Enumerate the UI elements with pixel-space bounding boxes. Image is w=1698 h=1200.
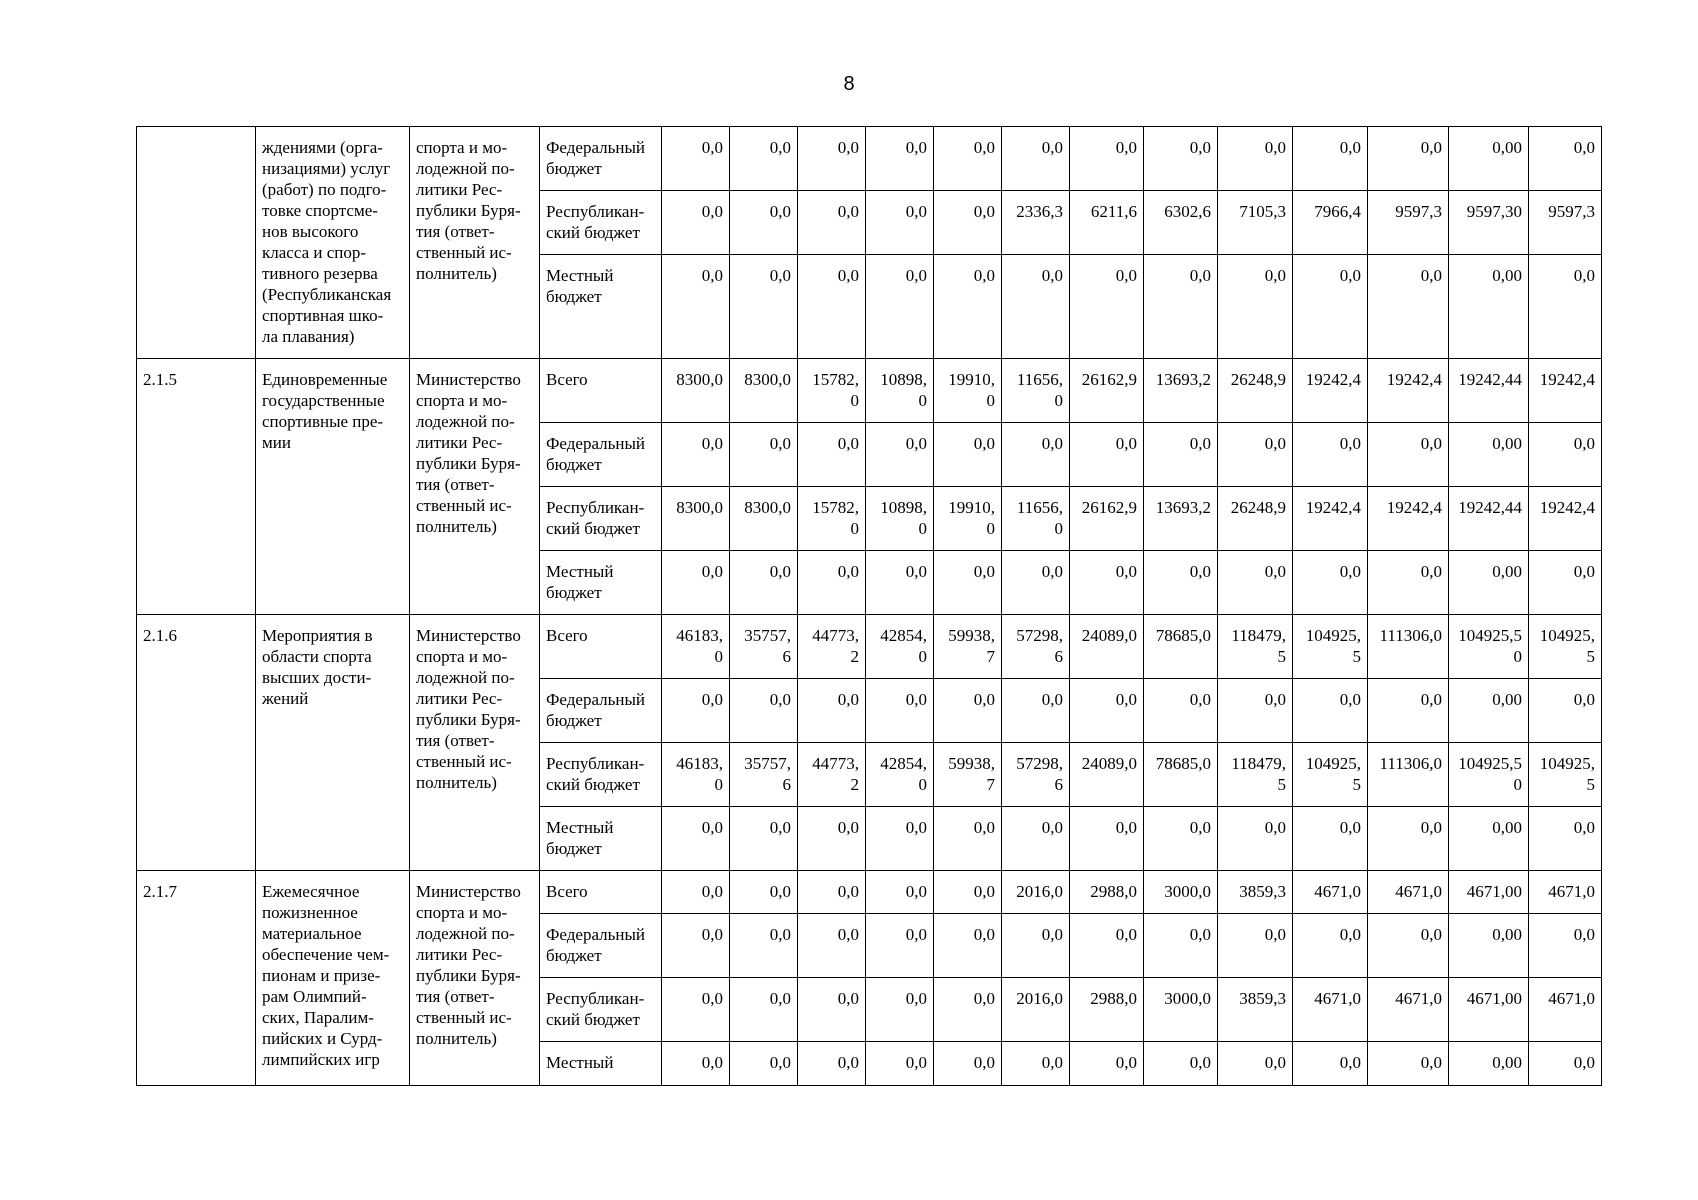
amount-cell: 3859,3 — [1218, 871, 1293, 914]
amount-cell: 26248,9 — [1218, 487, 1293, 551]
amount-cell: 0,0 — [730, 871, 798, 914]
amount-cell: 0,0 — [1070, 807, 1144, 871]
amount-cell: 0,0 — [866, 807, 934, 871]
amount-cell: 0,0 — [662, 255, 730, 359]
amount-cell: 46183, 0 — [662, 743, 730, 807]
amount-cell: 0,0 — [1368, 679, 1449, 743]
amount-cell: 8300,0 — [662, 359, 730, 423]
amount-cell: 0,0 — [934, 127, 1002, 191]
amount-cell: 42854, 0 — [866, 615, 934, 679]
amount-cell: 6302,6 — [1144, 191, 1218, 255]
amount-cell: 15782, 0 — [798, 359, 866, 423]
amount-cell: 4671,0 — [1293, 871, 1368, 914]
amount-cell: 19242,4 — [1529, 359, 1602, 423]
amount-cell: 8300,0 — [730, 359, 798, 423]
amount-cell: 0,0 — [934, 807, 1002, 871]
amount-cell: 0,0 — [934, 1042, 1002, 1086]
program-code — [137, 127, 256, 359]
funding-source: Местный бюджет — [540, 551, 662, 615]
amount-cell: 3859,3 — [1218, 978, 1293, 1042]
amount-cell: 2988,0 — [1070, 871, 1144, 914]
amount-cell: 0,0 — [730, 978, 798, 1042]
amount-cell: 0,0 — [798, 551, 866, 615]
amount-cell: 10898, 0 — [866, 487, 934, 551]
program-name: Единовременные государственные спортивные пре- мии — [256, 359, 410, 615]
amount-cell: 0,0 — [1293, 914, 1368, 978]
amount-cell: 0,0 — [1293, 551, 1368, 615]
amount-cell: 0,0 — [1218, 679, 1293, 743]
amount-cell: 42854, 0 — [866, 743, 934, 807]
amount-cell: 0,0 — [1529, 1042, 1602, 1086]
amount-cell: 4671,0 — [1368, 978, 1449, 1042]
program-code: 2.1.5 — [137, 359, 256, 615]
amount-cell: 104925,5 0 — [1449, 743, 1529, 807]
amount-cell: 46183, 0 — [662, 615, 730, 679]
amount-cell: 15782, 0 — [798, 487, 866, 551]
amount-cell: 0,0 — [730, 423, 798, 487]
amount-cell: 0,0 — [1529, 914, 1602, 978]
amount-cell: 0,0 — [866, 127, 934, 191]
amount-cell: 0,0 — [730, 255, 798, 359]
amount-cell: 0,0 — [730, 127, 798, 191]
responsible-executor: Министерство спорта и мо- лодежной по- литики Рес- публики Буря- тия (ответ- ственный ис- полнитель) — [410, 871, 540, 1086]
amount-cell: 0,0 — [1002, 551, 1070, 615]
amount-cell: 0,0 — [1293, 255, 1368, 359]
amount-cell: 0,0 — [1529, 679, 1602, 743]
amount-cell: 0,0 — [1002, 914, 1070, 978]
amount-cell: 0,0 — [1070, 1042, 1144, 1086]
table-row — [137, 127, 1602, 191]
program-name: Ежемесячное пожизненное материальное обеспечение чем- пионам и призе- рам Олимпий- ских, Паралим- пийских и Сурд- лимпийских игр — [256, 871, 410, 1086]
amount-cell: 26248,9 — [1218, 359, 1293, 423]
amount-cell: 19242,4 — [1368, 487, 1449, 551]
amount-cell: 0,0 — [866, 871, 934, 914]
amount-cell: 0,0 — [866, 423, 934, 487]
amount-cell: 0,0 — [1002, 255, 1070, 359]
amount-cell: 8300,0 — [730, 487, 798, 551]
amount-cell: 19242,4 — [1293, 487, 1368, 551]
amount-cell: 13693,2 — [1144, 359, 1218, 423]
amount-cell: 0,0 — [1070, 255, 1144, 359]
amount-cell: 0,0 — [798, 914, 866, 978]
amount-cell: 0,0 — [798, 127, 866, 191]
funding-source: Республикан- ский бюджет — [540, 978, 662, 1042]
amount-cell: 4671,0 — [1293, 978, 1368, 1042]
amount-cell: 0,0 — [730, 679, 798, 743]
amount-cell: 0,0 — [662, 679, 730, 743]
amount-cell: 0,00 — [1449, 807, 1529, 871]
amount-cell: 111306,0 — [1368, 615, 1449, 679]
amount-cell: 0,0 — [662, 127, 730, 191]
amount-cell: 0,0 — [1529, 551, 1602, 615]
budget-table — [136, 126, 1602, 1086]
amount-cell: 0,0 — [1070, 551, 1144, 615]
amount-cell: 0,0 — [866, 551, 934, 615]
program-code: 2.1.7 — [137, 871, 256, 1086]
amount-cell: 0,0 — [1368, 423, 1449, 487]
amount-cell: 0,0 — [1070, 679, 1144, 743]
funding-source: Федеральный бюджет — [540, 423, 662, 487]
amount-cell: 0,0 — [1529, 127, 1602, 191]
amount-cell: 0,0 — [1218, 423, 1293, 487]
amount-cell: 4671,0 — [1529, 871, 1602, 914]
amount-cell: 0,0 — [1293, 127, 1368, 191]
amount-cell: 0,0 — [1002, 1042, 1070, 1086]
amount-cell: 104925, 5 — [1293, 743, 1368, 807]
amount-cell: 26162,9 — [1070, 359, 1144, 423]
amount-cell: 19242,4 — [1529, 487, 1602, 551]
amount-cell: 0,0 — [662, 807, 730, 871]
amount-cell: 78685,0 — [1144, 743, 1218, 807]
amount-cell: 0,0 — [662, 551, 730, 615]
amount-cell: 0,0 — [798, 423, 866, 487]
amount-cell: 0,0 — [1002, 423, 1070, 487]
amount-cell: 0,0 — [798, 255, 866, 359]
amount-cell: 0,0 — [798, 807, 866, 871]
funding-source: Местный — [540, 1042, 662, 1086]
funding-source: Республикан- ский бюджет — [540, 191, 662, 255]
amount-cell: 4671,00 — [1449, 871, 1529, 914]
amount-cell: 57298, 6 — [1002, 615, 1070, 679]
amount-cell: 0,0 — [662, 871, 730, 914]
amount-cell: 0,0 — [798, 191, 866, 255]
amount-cell: 0,0 — [1218, 1042, 1293, 1086]
amount-cell: 0,0 — [730, 191, 798, 255]
table-row — [137, 615, 1602, 679]
budget-table-body — [137, 127, 1602, 1086]
table-row — [137, 359, 1602, 423]
amount-cell: 24089,0 — [1070, 615, 1144, 679]
amount-cell: 8300,0 — [662, 487, 730, 551]
amount-cell: 0,0 — [662, 978, 730, 1042]
amount-cell: 0,0 — [662, 914, 730, 978]
amount-cell: 0,0 — [1218, 551, 1293, 615]
amount-cell: 0,00 — [1449, 255, 1529, 359]
amount-cell: 0,0 — [798, 679, 866, 743]
amount-cell: 0,0 — [798, 1042, 866, 1086]
amount-cell: 4671,00 — [1449, 978, 1529, 1042]
amount-cell: 11656, 0 — [1002, 359, 1070, 423]
amount-cell: 19242,44 — [1449, 359, 1529, 423]
amount-cell: 104925, 5 — [1293, 615, 1368, 679]
amount-cell: 0,0 — [662, 191, 730, 255]
amount-cell: 0,0 — [1293, 679, 1368, 743]
amount-cell: 0,0 — [1002, 127, 1070, 191]
amount-cell: 0,0 — [1218, 127, 1293, 191]
responsible-executor: спорта и мо- лодежной по- литики Рес- публики Буря- тия (ответ- ственный ис- полнитель) — [410, 127, 540, 359]
amount-cell: 0,0 — [798, 871, 866, 914]
amount-cell: 0,0 — [934, 914, 1002, 978]
program-name: ждениями (орга- низациями) услуг (работ) по подго- товке спортсме- нов высокого класса и спор- тивного резерва (Республиканская спортивная шко- ла плавания) — [256, 127, 410, 359]
amount-cell: 0,0 — [1529, 807, 1602, 871]
amount-cell: 0,0 — [934, 679, 1002, 743]
amount-cell: 0,0 — [730, 551, 798, 615]
amount-cell: 0,00 — [1449, 551, 1529, 615]
amount-cell: 104925, 5 — [1529, 743, 1602, 807]
amount-cell: 2988,0 — [1070, 978, 1144, 1042]
amount-cell: 9597,3 — [1529, 191, 1602, 255]
amount-cell: 19910, 0 — [934, 359, 1002, 423]
amount-cell: 35757, 6 — [730, 615, 798, 679]
amount-cell: 0,00 — [1449, 914, 1529, 978]
amount-cell: 0,0 — [1144, 255, 1218, 359]
amount-cell: 0,0 — [1368, 807, 1449, 871]
amount-cell: 0,0 — [1293, 423, 1368, 487]
amount-cell: 0,0 — [1218, 255, 1293, 359]
amount-cell: 0,00 — [1449, 679, 1529, 743]
funding-source: Местный бюджет — [540, 807, 662, 871]
amount-cell: 104925, 5 — [1529, 615, 1602, 679]
amount-cell: 0,0 — [798, 978, 866, 1042]
table-row — [137, 871, 1602, 914]
amount-cell: 0,0 — [1218, 914, 1293, 978]
amount-cell: 0,0 — [1144, 127, 1218, 191]
amount-cell: 57298, 6 — [1002, 743, 1070, 807]
amount-cell: 0,0 — [866, 191, 934, 255]
amount-cell: 0,0 — [730, 914, 798, 978]
program-name: Мероприятия в области спорта высших дости- жений — [256, 615, 410, 871]
funding-source: Всего — [540, 359, 662, 423]
amount-cell: 0,00 — [1449, 127, 1529, 191]
amount-cell: 0,0 — [1144, 551, 1218, 615]
funding-source: Местный бюджет — [540, 255, 662, 359]
amount-cell: 2016,0 — [1002, 871, 1070, 914]
amount-cell: 0,0 — [1144, 423, 1218, 487]
responsible-executor: Министерство спорта и мо- лодежной по- литики Рес- публики Буря- тия (ответ- ственный ис- полнитель) — [410, 615, 540, 871]
funding-source: Всего — [540, 615, 662, 679]
amount-cell: 0,0 — [730, 1042, 798, 1086]
amount-cell: 0,0 — [1368, 551, 1449, 615]
amount-cell: 19242,44 — [1449, 487, 1529, 551]
amount-cell: 0,0 — [1144, 679, 1218, 743]
amount-cell: 0,00 — [1449, 1042, 1529, 1086]
funding-source: Федеральный бюджет — [540, 679, 662, 743]
amount-cell: 13693,2 — [1144, 487, 1218, 551]
amount-cell: 7966,4 — [1293, 191, 1368, 255]
amount-cell: 0,0 — [866, 255, 934, 359]
amount-cell: 0,0 — [1144, 807, 1218, 871]
amount-cell: 0,0 — [1070, 127, 1144, 191]
amount-cell: 0,0 — [866, 914, 934, 978]
amount-cell: 0,0 — [1368, 127, 1449, 191]
amount-cell: 0,0 — [1144, 914, 1218, 978]
amount-cell: 6211,6 — [1070, 191, 1144, 255]
amount-cell: 0,0 — [1293, 1042, 1368, 1086]
amount-cell: 7105,3 — [1218, 191, 1293, 255]
amount-cell: 3000,0 — [1144, 871, 1218, 914]
amount-cell: 3000,0 — [1144, 978, 1218, 1042]
amount-cell: 2336,3 — [1002, 191, 1070, 255]
amount-cell: 4671,0 — [1368, 871, 1449, 914]
funding-source: Федеральный бюджет — [540, 127, 662, 191]
funding-source: Республикан- ский бюджет — [540, 487, 662, 551]
funding-source: Федеральный бюджет — [540, 914, 662, 978]
amount-cell: 44773, 2 — [798, 615, 866, 679]
amount-cell: 0,0 — [1218, 807, 1293, 871]
amount-cell: 9597,30 — [1449, 191, 1529, 255]
amount-cell: 4671,0 — [1529, 978, 1602, 1042]
amount-cell: 0,0 — [1368, 255, 1449, 359]
amount-cell: 10898, 0 — [866, 359, 934, 423]
page-number: 8 — [843, 73, 855, 95]
amount-cell: 0,0 — [1070, 423, 1144, 487]
amount-cell: 104925,5 0 — [1449, 615, 1529, 679]
amount-cell: 35757, 6 — [730, 743, 798, 807]
responsible-executor: Министерство спорта и мо- лодежной по- литики Рес- публики Буря- тия (ответ- ственный ис- полнитель) — [410, 359, 540, 615]
amount-cell: 0,0 — [1070, 914, 1144, 978]
amount-cell: 0,0 — [934, 978, 1002, 1042]
amount-cell: 59938, 7 — [934, 743, 1002, 807]
amount-cell: 26162,9 — [1070, 487, 1144, 551]
amount-cell: 0,0 — [934, 871, 1002, 914]
amount-cell: 0,0 — [730, 807, 798, 871]
funding-source: Республикан- ский бюджет — [540, 743, 662, 807]
amount-cell: 2016,0 — [1002, 978, 1070, 1042]
amount-cell: 0,0 — [866, 978, 934, 1042]
amount-cell: 78685,0 — [1144, 615, 1218, 679]
amount-cell: 0,0 — [934, 551, 1002, 615]
amount-cell: 11656, 0 — [1002, 487, 1070, 551]
amount-cell: 0,0 — [1144, 1042, 1218, 1086]
amount-cell: 0,0 — [662, 423, 730, 487]
amount-cell: 19910, 0 — [934, 487, 1002, 551]
amount-cell: 0,0 — [866, 1042, 934, 1086]
amount-cell: 0,00 — [1449, 423, 1529, 487]
amount-cell: 0,0 — [1002, 807, 1070, 871]
amount-cell: 19242,4 — [1293, 359, 1368, 423]
program-code: 2.1.6 — [137, 615, 256, 871]
amount-cell: 0,0 — [1529, 255, 1602, 359]
amount-cell: 0,0 — [1002, 679, 1070, 743]
amount-cell: 19242,4 — [1368, 359, 1449, 423]
amount-cell: 0,0 — [934, 423, 1002, 487]
amount-cell: 0,0 — [866, 679, 934, 743]
amount-cell: 0,0 — [1368, 914, 1449, 978]
amount-cell: 111306,0 — [1368, 743, 1449, 807]
amount-cell: 44773, 2 — [798, 743, 866, 807]
funding-source: Всего — [540, 871, 662, 914]
amount-cell: 118479, 5 — [1218, 615, 1293, 679]
amount-cell: 0,0 — [934, 191, 1002, 255]
amount-cell: 59938, 7 — [934, 615, 1002, 679]
amount-cell: 0,0 — [1368, 1042, 1449, 1086]
amount-cell: 0,0 — [934, 255, 1002, 359]
amount-cell: 9597,3 — [1368, 191, 1449, 255]
amount-cell: 0,0 — [1293, 807, 1368, 871]
amount-cell: 0,0 — [1529, 423, 1602, 487]
amount-cell: 118479, 5 — [1218, 743, 1293, 807]
amount-cell: 24089,0 — [1070, 743, 1144, 807]
amount-cell: 0,0 — [662, 1042, 730, 1086]
